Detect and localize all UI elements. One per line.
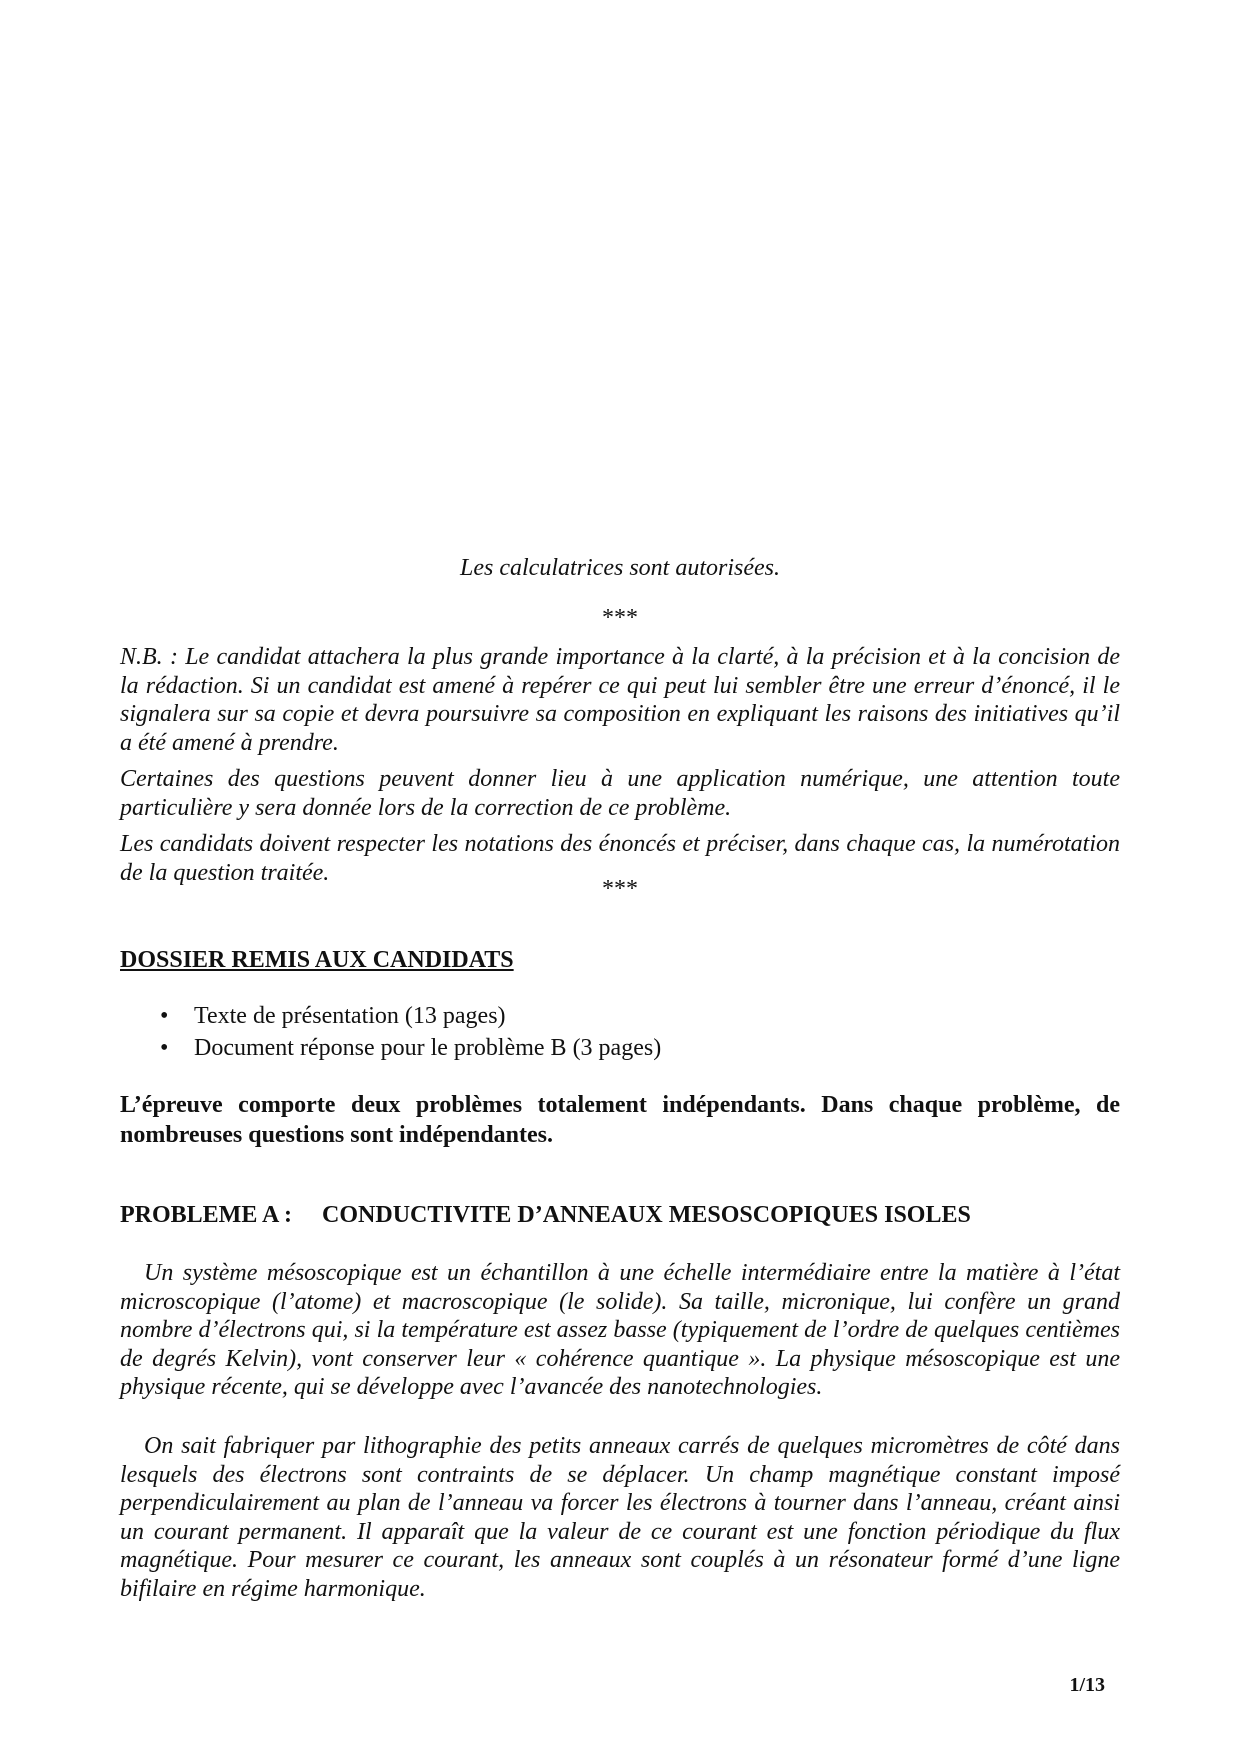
problem-a-paragraph-1: Un système mésoscopique est un échantillon à une échelle intermédiaire entre la matière à l’état microscopique (l’atome) et macroscopique (le solide). Sa taille, micronique, lui confère un grand nombre d’électrons qui, si la température est assez basse (typiquement de l’ordre de quelques centièmes de degrés Kelvin), vont conserver leur « cohérence quantique ». La physique mésoscopique est une physique récente, qui se développe avec l’avancée des nanotechnologies. <box>120 1260 1120 1400</box>
nb-paragraph: Certaines des questions peuvent donner lieu à une application numérique, une attention toute particulière y sera donnée lors de la correction de ce problème. <box>120 766 1120 821</box>
list-item: • Document réponse pour le problème B (3 pages) <box>160 1032 661 1064</box>
problem-a-title: CONDUCTIVITE D’ANNEAUX MESOSCOPIQUES ISOLES <box>322 1202 971 1228</box>
separator-top: *** <box>602 605 638 631</box>
dossier-heading: DOSSIER REMIS AUX CANDIDATS <box>120 947 514 973</box>
problem-a-heading <box>120 1200 971 1230</box>
list-item: • Texte de présentation (13 pages) <box>160 1000 661 1032</box>
nb-paragraph: N.B. : Le candidat attachera la plus grande importance à la clarté, à la précision et à la concision de la rédaction. Si un candidat est amené à repérer ce qui peut lui sembler être une erreur d’énoncé, il le signalera sur sa copie et devra poursuivre sa composition en expliquant les raisons des initiatives qu’il a été amené à prendre. <box>120 644 1120 756</box>
separator-bottom: *** <box>602 876 638 902</box>
page-number: 1/13 <box>1069 1674 1105 1696</box>
calculators-note: Les calculatrices sont autorisées. <box>460 555 780 581</box>
dossier-list <box>160 1000 661 1064</box>
nb-instructions <box>120 643 1120 887</box>
problem-a-label: PROBLEME A : <box>120 1202 293 1228</box>
problem-a-paragraph-2: On sait fabriquer par lithographie des petits anneaux carrés de quelques micromètres de côté dans lesquels des électrons sont contraints de se déplacer. Un champ magnétique constant imposé perpendiculairement au plan de l’anneau va forcer les électrons à tourner dans l’anneau, créant ainsi un courant permanent. Il apparaît que la valeur de ce courant est une fonction périodique du flux magnétique. Pour mesurer ce courant, les anneaux sont couplés à un résonateur formé d’une ligne bifilaire en régime harmonique. <box>120 1433 1120 1602</box>
nb-paragraph: Les candidats doivent respecter les notations des énoncés et préciser, dans chaque cas, la numérotation de la question traitée. <box>120 831 1120 886</box>
epreuve-statement: L’épreuve comporte deux problèmes totalement indépendants. Dans chaque problème, de nombreuses questions sont indépendantes. <box>120 1092 1120 1148</box>
